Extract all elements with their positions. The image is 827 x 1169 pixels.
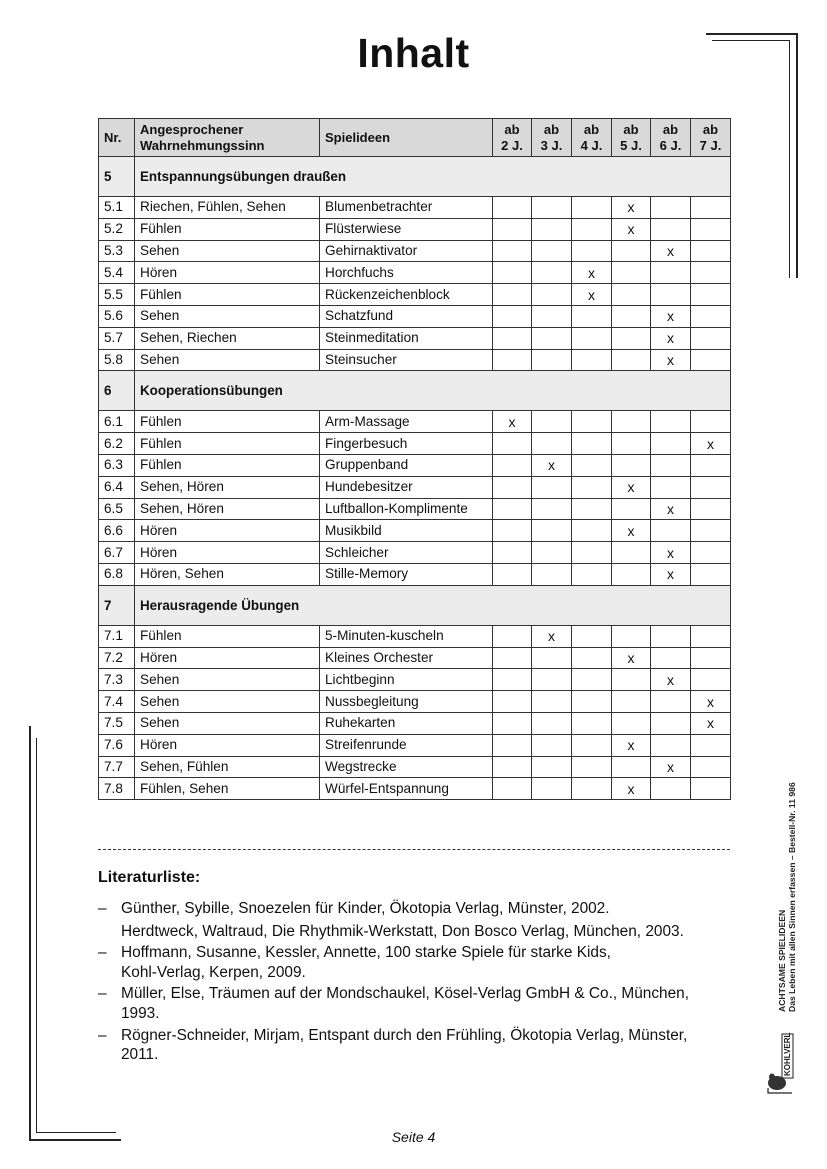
age-mark-cell [493, 778, 532, 800]
age-mark-cell [493, 756, 532, 778]
age-mark-cell [572, 625, 612, 647]
age-mark-cell [532, 197, 572, 219]
age-mark-cell [493, 691, 532, 713]
row-idea: Nussbegleitung [320, 691, 493, 713]
age-mark-cell [691, 625, 731, 647]
header-age-5: ab 5 J. [612, 119, 651, 157]
row-sense: Sehen, Hören [135, 476, 320, 498]
age-mark-cell: x [612, 197, 651, 219]
row-number: 7.1 [99, 625, 135, 647]
age-mark-cell [691, 563, 731, 585]
publisher-logo [766, 1032, 796, 1094]
row-idea: Horchfuchs [320, 262, 493, 284]
row-idea: Würfel-Entspannung [320, 778, 493, 800]
age-mark-cell [651, 411, 691, 433]
age-mark-cell [612, 349, 651, 371]
row-sense: Sehen [135, 691, 320, 713]
row-number: 7.7 [99, 756, 135, 778]
row-number: 6.8 [99, 563, 135, 585]
section-title: Herausragende Übungen [135, 585, 731, 625]
table-row [99, 305, 731, 327]
age-mark-cell [612, 305, 651, 327]
row-sense: Sehen [135, 305, 320, 327]
section-row [99, 157, 731, 197]
row-sense: Fühlen [135, 218, 320, 240]
row-idea: Fingerbesuch [320, 433, 493, 455]
side-imprint-title: ACHTSAME SPIELIDEEN [777, 909, 787, 1012]
age-mark-cell [612, 411, 651, 433]
row-sense: Fühlen [135, 411, 320, 433]
row-sense: Hören, Sehen [135, 563, 320, 585]
age-mark-cell [651, 647, 691, 669]
age-mark-cell [532, 218, 572, 240]
bullet-dash: – [98, 1026, 107, 1044]
row-number: 6.6 [99, 520, 135, 542]
age-mark-cell [691, 349, 731, 371]
age-mark-cell [532, 520, 572, 542]
row-sense: Sehen [135, 240, 320, 262]
age-mark-cell [493, 327, 532, 349]
table-row [99, 647, 731, 669]
age-mark-cell: x [612, 218, 651, 240]
age-mark-cell [493, 542, 532, 564]
age-mark-cell [612, 756, 651, 778]
age-mark-cell [493, 712, 532, 734]
row-sense: Riechen, Fühlen, Sehen [135, 197, 320, 219]
age-mark-cell [493, 563, 532, 585]
age-mark-cell: x [612, 778, 651, 800]
table-row [99, 284, 731, 306]
row-sense: Hören [135, 542, 320, 564]
age-mark-cell [572, 433, 612, 455]
section-divider [98, 849, 730, 850]
age-mark-cell [572, 563, 612, 585]
row-number: 7.2 [99, 647, 135, 669]
row-sense: Hören [135, 520, 320, 542]
age-mark-cell [612, 240, 651, 262]
table-row [99, 197, 731, 219]
table-row [99, 542, 731, 564]
table-row [99, 433, 731, 455]
literature-item [98, 984, 728, 1023]
age-mark-cell [651, 218, 691, 240]
header-ideas: Spielideen [320, 119, 493, 157]
literature-item [98, 943, 728, 982]
bullet-dash: – [98, 944, 107, 962]
literature-line: Rögner-Schneider, Mirjam, Entspant durch den Frühling, Ökotopia Verlag, Münster, [121, 1026, 688, 1044]
age-mark-cell [691, 756, 731, 778]
age-mark-cell [532, 734, 572, 756]
row-number: 5.6 [99, 305, 135, 327]
table-row [99, 563, 731, 585]
age-mark-cell [532, 433, 572, 455]
row-number: 5.2 [99, 218, 135, 240]
row-sense: Sehen, Hören [135, 498, 320, 520]
age-mark-cell [532, 327, 572, 349]
age-mark-cell [572, 411, 612, 433]
age-mark-cell [532, 669, 572, 691]
age-mark-cell [532, 498, 572, 520]
age-mark-cell [612, 498, 651, 520]
age-mark-cell: x [532, 454, 572, 476]
age-mark-cell [493, 454, 532, 476]
row-idea: Gehirnaktivator [320, 240, 493, 262]
bullet-dash: – [98, 900, 107, 917]
age-mark-cell: x [651, 542, 691, 564]
age-mark-cell: x [651, 498, 691, 520]
age-mark-cell [691, 647, 731, 669]
age-mark-cell [612, 563, 651, 585]
age-mark-cell [572, 542, 612, 564]
age-mark-cell [691, 454, 731, 476]
age-mark-cell: x [572, 284, 612, 306]
section-number: 6 [99, 371, 135, 411]
row-sense: Fühlen [135, 454, 320, 476]
row-idea: Rückenzeichenblock [320, 284, 493, 306]
contents-table [98, 118, 731, 800]
section-number: 7 [99, 585, 135, 625]
header-sense-line2: Wahrnehmungssinn [140, 137, 265, 153]
table-row [99, 349, 731, 371]
age-mark-cell [651, 433, 691, 455]
frame-bottom-left-v1 [29, 726, 31, 1140]
row-idea: Ruhekarten [320, 712, 493, 734]
age-mark-cell [572, 756, 612, 778]
age-mark-cell [493, 433, 532, 455]
literature-line: 2011. [121, 1046, 159, 1064]
literature-item [98, 1026, 728, 1065]
age-mark-cell [612, 542, 651, 564]
row-number: 6.4 [99, 476, 135, 498]
age-mark-cell [532, 542, 572, 564]
age-mark-cell [532, 476, 572, 498]
literature-heading: Literaturliste: [98, 869, 201, 886]
table-row [99, 476, 731, 498]
age-mark-cell [691, 498, 731, 520]
age-mark-cell [572, 240, 612, 262]
table-row [99, 411, 731, 433]
age-mark-cell: x [612, 476, 651, 498]
age-mark-cell [572, 454, 612, 476]
age-mark-cell [572, 712, 612, 734]
row-sense: Hören [135, 647, 320, 669]
row-number: 5.1 [99, 197, 135, 219]
age-mark-cell [532, 284, 572, 306]
age-mark-cell: x [651, 756, 691, 778]
age-mark-cell [572, 197, 612, 219]
age-mark-cell [572, 647, 612, 669]
age-mark-cell [532, 647, 572, 669]
row-idea: Kleines Orchester [320, 647, 493, 669]
literature-line: Müller, Else, Träumen auf der Mondschaukel, Kösel-Verlag GmbH & Co., München, [121, 985, 690, 1003]
header-sense [135, 119, 320, 157]
literature-line: Günther, Sybille, Snoezelen für Kinder, Ökotopia Verlag, Münster, 2002. [121, 900, 610, 917]
age-mark-cell: x [532, 625, 572, 647]
age-mark-cell [651, 197, 691, 219]
age-mark-cell [612, 712, 651, 734]
age-mark-cell [532, 305, 572, 327]
age-mark-cell [493, 197, 532, 219]
literature-list [98, 899, 728, 1067]
header-nr: Nr. [99, 119, 135, 157]
section-number: 5 [99, 157, 135, 197]
age-mark-cell [493, 305, 532, 327]
literature-item [98, 899, 728, 941]
age-mark-cell [532, 756, 572, 778]
age-mark-cell [532, 411, 572, 433]
table-row [99, 327, 731, 349]
row-number: 5.3 [99, 240, 135, 262]
row-idea: Steinmeditation [320, 327, 493, 349]
age-mark-cell: x [572, 262, 612, 284]
row-number: 6.7 [99, 542, 135, 564]
row-number: 6.2 [99, 433, 135, 455]
row-idea: Lichtbeginn [320, 669, 493, 691]
frame-bottom-left-v2 [36, 738, 37, 1133]
row-idea: Wegstrecke [320, 756, 493, 778]
age-mark-cell: x [612, 520, 651, 542]
age-mark-cell [572, 305, 612, 327]
table-row [99, 625, 731, 647]
age-mark-cell [493, 262, 532, 284]
age-mark-cell [691, 520, 731, 542]
age-mark-cell [612, 284, 651, 306]
age-mark-cell [691, 476, 731, 498]
age-mark-cell [691, 327, 731, 349]
table-row [99, 691, 731, 713]
age-mark-cell [651, 778, 691, 800]
row-idea: Schatzfund [320, 305, 493, 327]
age-mark-cell [572, 734, 612, 756]
table-row [99, 262, 731, 284]
age-mark-cell [493, 520, 532, 542]
row-idea: Steinsucher [320, 349, 493, 371]
age-mark-cell [691, 734, 731, 756]
table-row [99, 498, 731, 520]
literature-line: Hoffmann, Susanne, Kessler, Annette, 100 starke Spiele für starke Kids, [121, 944, 611, 962]
age-mark-cell [493, 240, 532, 262]
table-row [99, 756, 731, 778]
age-mark-cell [493, 476, 532, 498]
age-mark-cell [493, 647, 532, 669]
row-number: 6.1 [99, 411, 135, 433]
age-mark-cell [612, 327, 651, 349]
age-mark-cell: x [493, 411, 532, 433]
header-sense-line1: Angesprochener [140, 121, 244, 137]
row-idea: Hundebesitzer [320, 476, 493, 498]
age-mark-cell [691, 262, 731, 284]
age-mark-cell [532, 712, 572, 734]
age-mark-cell: x [612, 734, 651, 756]
age-mark-cell: x [651, 240, 691, 262]
header-age-7: ab 7 J. [691, 119, 731, 157]
table-row [99, 778, 731, 800]
age-mark-cell [493, 734, 532, 756]
row-idea: Stille-Memory [320, 563, 493, 585]
age-mark-cell [572, 327, 612, 349]
age-mark-cell [572, 520, 612, 542]
row-sense: Sehen [135, 349, 320, 371]
age-mark-cell [572, 498, 612, 520]
row-idea: Schleicher [320, 542, 493, 564]
publisher-logo-text: KOHLVERLAG [783, 1032, 792, 1076]
header-age-2: ab 2 J. [493, 119, 532, 157]
row-sense: Fühlen [135, 625, 320, 647]
table-row [99, 240, 731, 262]
age-mark-cell: x [691, 712, 731, 734]
row-number: 7.4 [99, 691, 135, 713]
literature-line: Herdtweck, Waltraud, Die Rhythmik-Werkstatt, Don Bosco Verlag, München, 2003. [121, 922, 684, 940]
age-mark-cell [532, 349, 572, 371]
row-idea: Blumenbetrachter [320, 197, 493, 219]
age-mark-cell [651, 284, 691, 306]
header-age-6: ab 6 J. [651, 119, 691, 157]
section-title: Entspannungsübungen draußen [135, 157, 731, 197]
table-row [99, 520, 731, 542]
age-mark-cell [651, 691, 691, 713]
row-number: 6.3 [99, 454, 135, 476]
row-idea: Streifenrunde [320, 734, 493, 756]
age-mark-cell [651, 734, 691, 756]
age-mark-cell [612, 262, 651, 284]
row-number: 7.3 [99, 669, 135, 691]
age-mark-cell [572, 778, 612, 800]
age-mark-cell [691, 778, 731, 800]
age-mark-cell: x [651, 327, 691, 349]
table-row [99, 712, 731, 734]
age-mark-cell [532, 240, 572, 262]
table-header-row [99, 119, 731, 157]
age-mark-cell [651, 476, 691, 498]
age-mark-cell [691, 411, 731, 433]
page-number: Seite 4 [391, 1129, 436, 1145]
age-mark-cell [651, 712, 691, 734]
age-mark-cell [691, 669, 731, 691]
row-idea: Flüsterwiese [320, 218, 493, 240]
age-mark-cell [532, 563, 572, 585]
age-mark-cell [612, 691, 651, 713]
age-mark-cell [691, 218, 731, 240]
row-idea: 5-Minuten-kuscheln [320, 625, 493, 647]
age-mark-cell [691, 197, 731, 219]
row-sense: Sehen, Riechen [135, 327, 320, 349]
age-mark-cell [493, 218, 532, 240]
row-number: 5.4 [99, 262, 135, 284]
age-mark-cell [691, 284, 731, 306]
age-mark-cell: x [691, 691, 731, 713]
age-mark-cell [612, 669, 651, 691]
age-mark-cell [493, 498, 532, 520]
literature-line: Kohl-Verlag, Kerpen, 2009. [121, 963, 306, 981]
age-mark-cell [691, 240, 731, 262]
age-mark-cell [651, 520, 691, 542]
age-mark-cell: x [651, 305, 691, 327]
row-idea: Arm-Massage [320, 411, 493, 433]
row-idea: Luftballon-Komplimente [320, 498, 493, 520]
age-mark-cell [612, 454, 651, 476]
table-body [99, 157, 731, 800]
age-mark-cell [572, 691, 612, 713]
row-sense: Fühlen [135, 284, 320, 306]
section-row [99, 371, 731, 411]
row-idea: Musikbild [320, 520, 493, 542]
table-row [99, 454, 731, 476]
row-sense: Sehen [135, 669, 320, 691]
age-mark-cell [532, 691, 572, 713]
age-mark-cell: x [612, 647, 651, 669]
row-number: 7.5 [99, 712, 135, 734]
row-number: 7.8 [99, 778, 135, 800]
bullet-dash: – [98, 985, 107, 1003]
table-row [99, 734, 731, 756]
table-row [99, 218, 731, 240]
table-row [99, 669, 731, 691]
row-sense: Sehen, Fühlen [135, 756, 320, 778]
age-mark-cell [493, 349, 532, 371]
page-title: Inhalt [357, 30, 470, 76]
literature-line: 1993. [121, 1004, 160, 1022]
age-mark-cell: x [691, 433, 731, 455]
age-mark-cell [493, 284, 532, 306]
age-mark-cell [572, 349, 612, 371]
age-mark-cell [572, 476, 612, 498]
row-number: 5.5 [99, 284, 135, 306]
age-mark-cell: x [651, 669, 691, 691]
age-mark-cell [493, 625, 532, 647]
age-mark-cell [651, 625, 691, 647]
row-sense: Hören [135, 262, 320, 284]
age-mark-cell [532, 778, 572, 800]
row-number: 5.8 [99, 349, 135, 371]
age-mark-cell [651, 262, 691, 284]
row-sense: Fühlen [135, 433, 320, 455]
age-mark-cell [651, 454, 691, 476]
row-sense: Sehen [135, 712, 320, 734]
age-mark-cell [493, 669, 532, 691]
header-age-3: ab 3 J. [532, 119, 572, 157]
side-imprint [777, 672, 807, 1012]
age-mark-cell: x [651, 349, 691, 371]
row-sense: Fühlen, Sehen [135, 778, 320, 800]
row-sense: Hören [135, 734, 320, 756]
section-row [99, 585, 731, 625]
row-number: 5.7 [99, 327, 135, 349]
age-mark-cell [691, 305, 731, 327]
age-mark-cell [532, 262, 572, 284]
row-idea: Gruppenband [320, 454, 493, 476]
age-mark-cell [612, 433, 651, 455]
row-number: 7.6 [99, 734, 135, 756]
header-age-4: ab 4 J. [572, 119, 612, 157]
row-number: 6.5 [99, 498, 135, 520]
age-mark-cell [612, 625, 651, 647]
section-title: Kooperationsübungen [135, 371, 731, 411]
side-imprint-subtitle: Das Leben mit allen Sinnen erfassen – Bestell-Nr. 11 986 [787, 782, 797, 1012]
age-mark-cell [572, 669, 612, 691]
age-mark-cell: x [651, 563, 691, 585]
age-mark-cell [691, 542, 731, 564]
age-mark-cell [572, 218, 612, 240]
